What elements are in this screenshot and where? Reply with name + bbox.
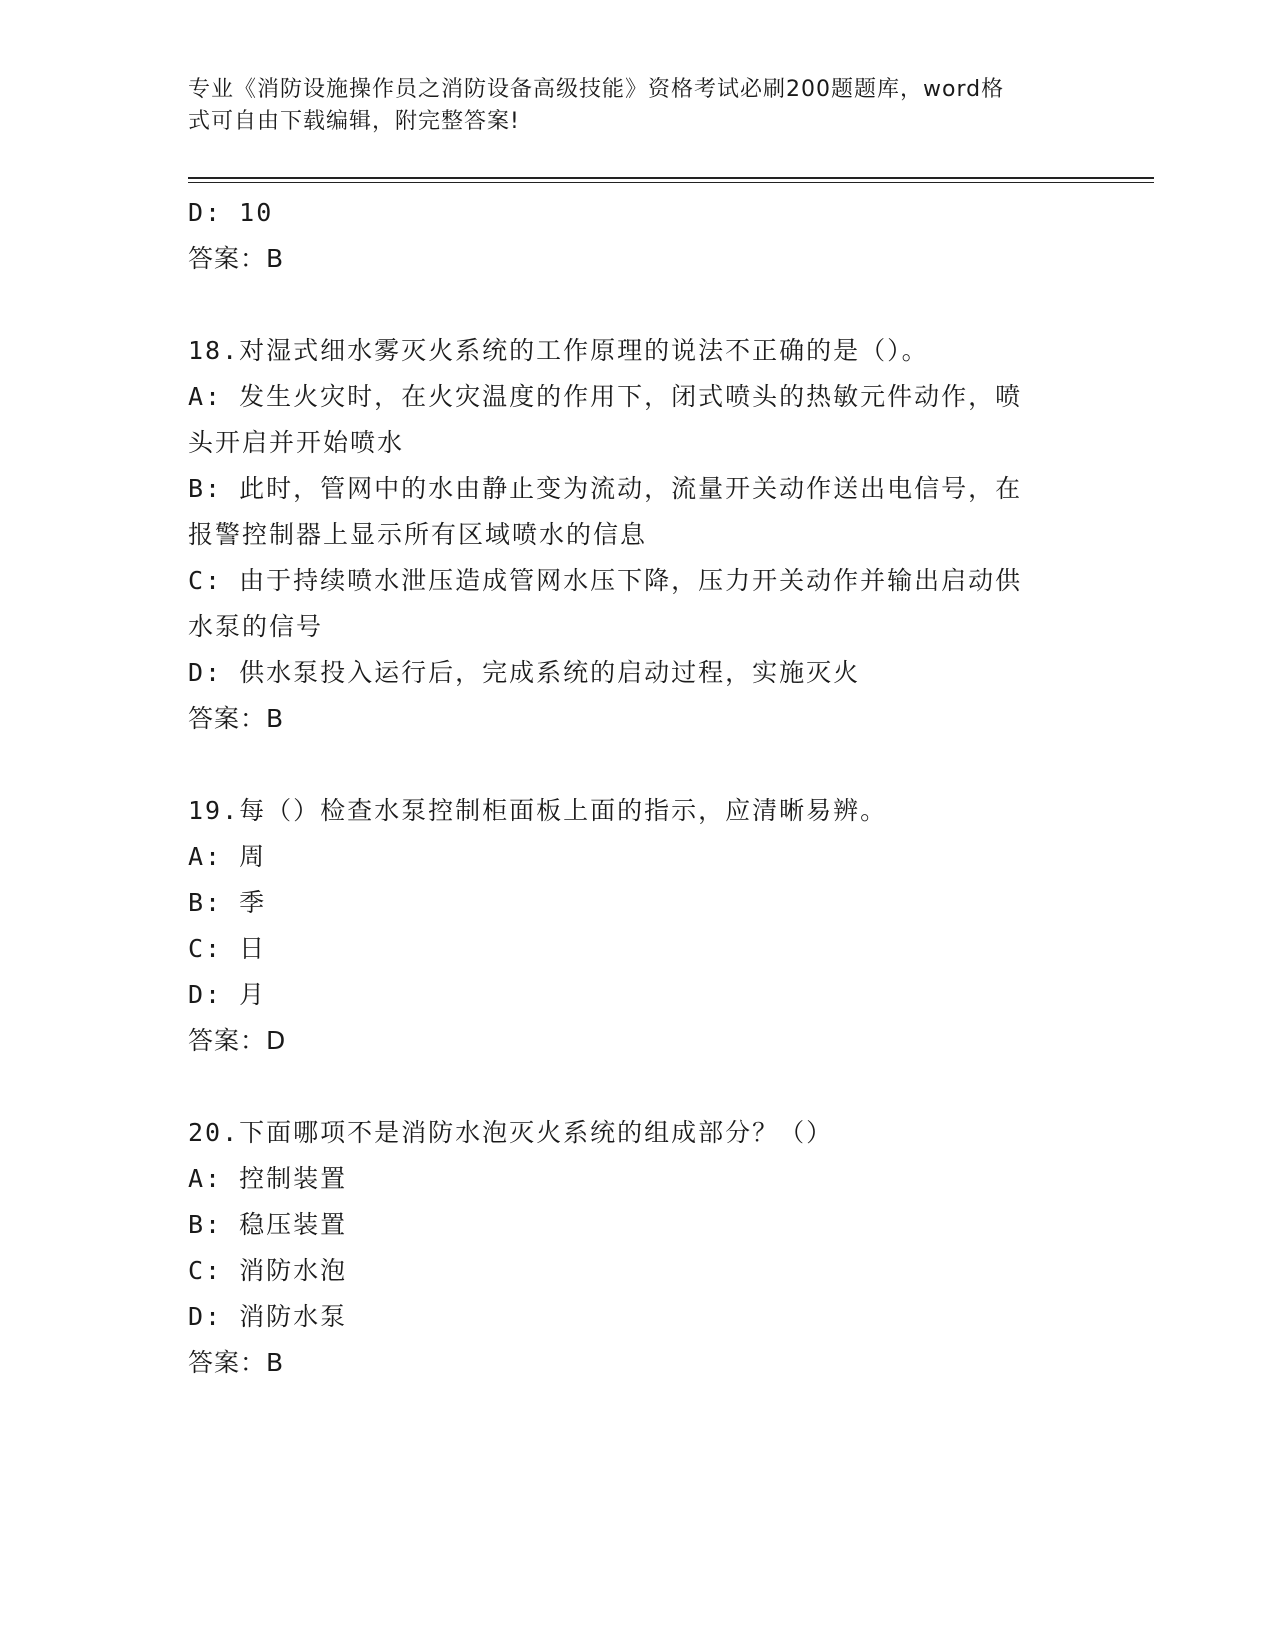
answer-line: 答案：D bbox=[188, 1026, 287, 1055]
option-b: B: 季 bbox=[188, 888, 267, 917]
option-c-line-2: 水泵的信号 bbox=[188, 612, 324, 641]
question-stem: 18.对湿式细水雾灭火系统的工作原理的说法不正确的是（）。 bbox=[188, 336, 929, 365]
header-title-line-2: 式可自由下载编辑，附完整答案! bbox=[188, 109, 520, 134]
spacer bbox=[188, 742, 1088, 788]
option-c: C: 日 bbox=[188, 934, 267, 963]
option-d: D: 消防水泵 bbox=[188, 1302, 348, 1331]
document-header bbox=[188, 74, 1068, 138]
question-19 bbox=[188, 788, 1088, 1064]
question-stem: 19.每（）检查水泵控制柜面板上面的指示，应清晰易辨。 bbox=[188, 796, 888, 825]
option-d: D: 供水泵投入运行后，完成系统的启动过程，实施灭火 bbox=[188, 658, 861, 687]
option-b: B: 稳压装置 bbox=[188, 1210, 348, 1239]
answer-line: 答案：B bbox=[188, 1348, 285, 1377]
header-divider-thick bbox=[188, 177, 1154, 179]
header-divider-thin bbox=[188, 182, 1154, 183]
option-b-line-2: 报警控制器上显示所有区域喷水的信息 bbox=[188, 520, 648, 549]
header-title-line-1: 专业《消防设施操作员之消防设备高级技能》资格考试必刷200题题库，word格 bbox=[188, 77, 1005, 102]
option-a-line-2: 头开启并开始喷水 bbox=[188, 428, 405, 457]
spacer bbox=[188, 1064, 1088, 1110]
option-a-line-1: A: 发生火灾时，在火灾温度的作用下，闭式喷头的热敏元件动作，喷 bbox=[188, 382, 1023, 411]
option-d: D: 10 bbox=[188, 198, 274, 227]
option-a: A: 控制装置 bbox=[188, 1164, 348, 1193]
question-fragment bbox=[188, 190, 1088, 282]
question-stem: 20.下面哪项不是消防水泡灭火系统的组成部分？（） bbox=[188, 1118, 834, 1147]
question-20 bbox=[188, 1110, 1088, 1386]
option-b-line-1: B: 此时，管网中的水由静止变为流动，流量开关动作送出电信号，在 bbox=[188, 474, 1023, 503]
option-c-line-1: C: 由于持续喷水泄压造成管网水压下降，压力开关动作并输出启动供 bbox=[188, 566, 1023, 595]
answer-line: 答案：B bbox=[188, 704, 285, 733]
option-a: A: 周 bbox=[188, 842, 267, 871]
answer-line: 答案：B bbox=[188, 244, 285, 273]
option-c: C: 消防水泡 bbox=[188, 1256, 348, 1285]
option-d: D: 月 bbox=[188, 980, 267, 1009]
document-content bbox=[188, 190, 1088, 1386]
spacer bbox=[188, 282, 1088, 328]
question-18 bbox=[188, 328, 1088, 742]
